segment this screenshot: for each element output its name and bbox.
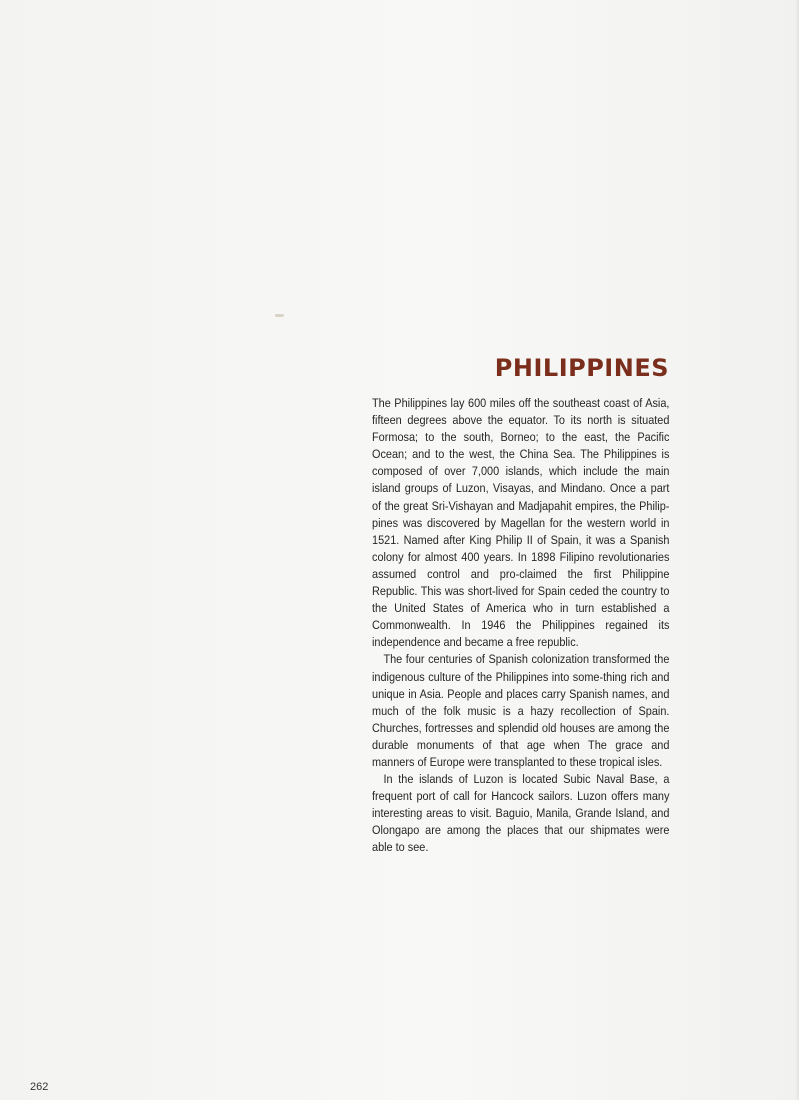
page-title: PHILIPPINES <box>494 354 669 382</box>
page-edge-shadow <box>795 0 799 1100</box>
article-body <box>372 395 669 857</box>
page-number: 262 <box>30 1081 49 1093</box>
paragraph-2: The four centuries of Spanish colonization transformed the indigenous culture of the Philippines into some-thing rich and unique in Asia. People and places carry Spanish names, and much of the folk music is a hazy recollection of Spain. Churches, fortresses and splendid old houses are among the durable monuments of that age when The grace and manners of Europe were transplanted to these tropical isles. <box>372 652 670 769</box>
paragraph-3: In the islands of Luzon is located Subic Naval Base, a frequent port of call for Hancock sailors. Luzon offers many interesting areas to visit. Baguio, Manila, Grande Island, and Olongapo are among the places that our shipmates were able to see. <box>372 772 670 855</box>
paper-speck <box>275 314 284 317</box>
paragraph-1: The Philippines lay 600 miles off the southeast coast of Asia, fifteen degrees above the equator. To its north is situated Formosa; to the south, Borneo; to the east, the Pacific Ocean; and to the west, the China Sea. The Philippines is composed of over 7,000 islands, which include the main island groups of Luzon, Visayas, and Mindano. Once a part of the great Sri-Vishayan and Madjapahit empires, the Philip-pines was discovered by Magellan for the western world in 1521. Named after King Philip II of Spain, it was a Spanish colony for almost 400 years. In 1898 Filipino revolutionaries assumed control and pro-claimed the first Philippine Republic. This was short-lived for Spain ceded the country to the United States of America who in turn established a Commonwealth. In 1946 the Philippines regained its independence and became a free republic. <box>372 396 670 650</box>
